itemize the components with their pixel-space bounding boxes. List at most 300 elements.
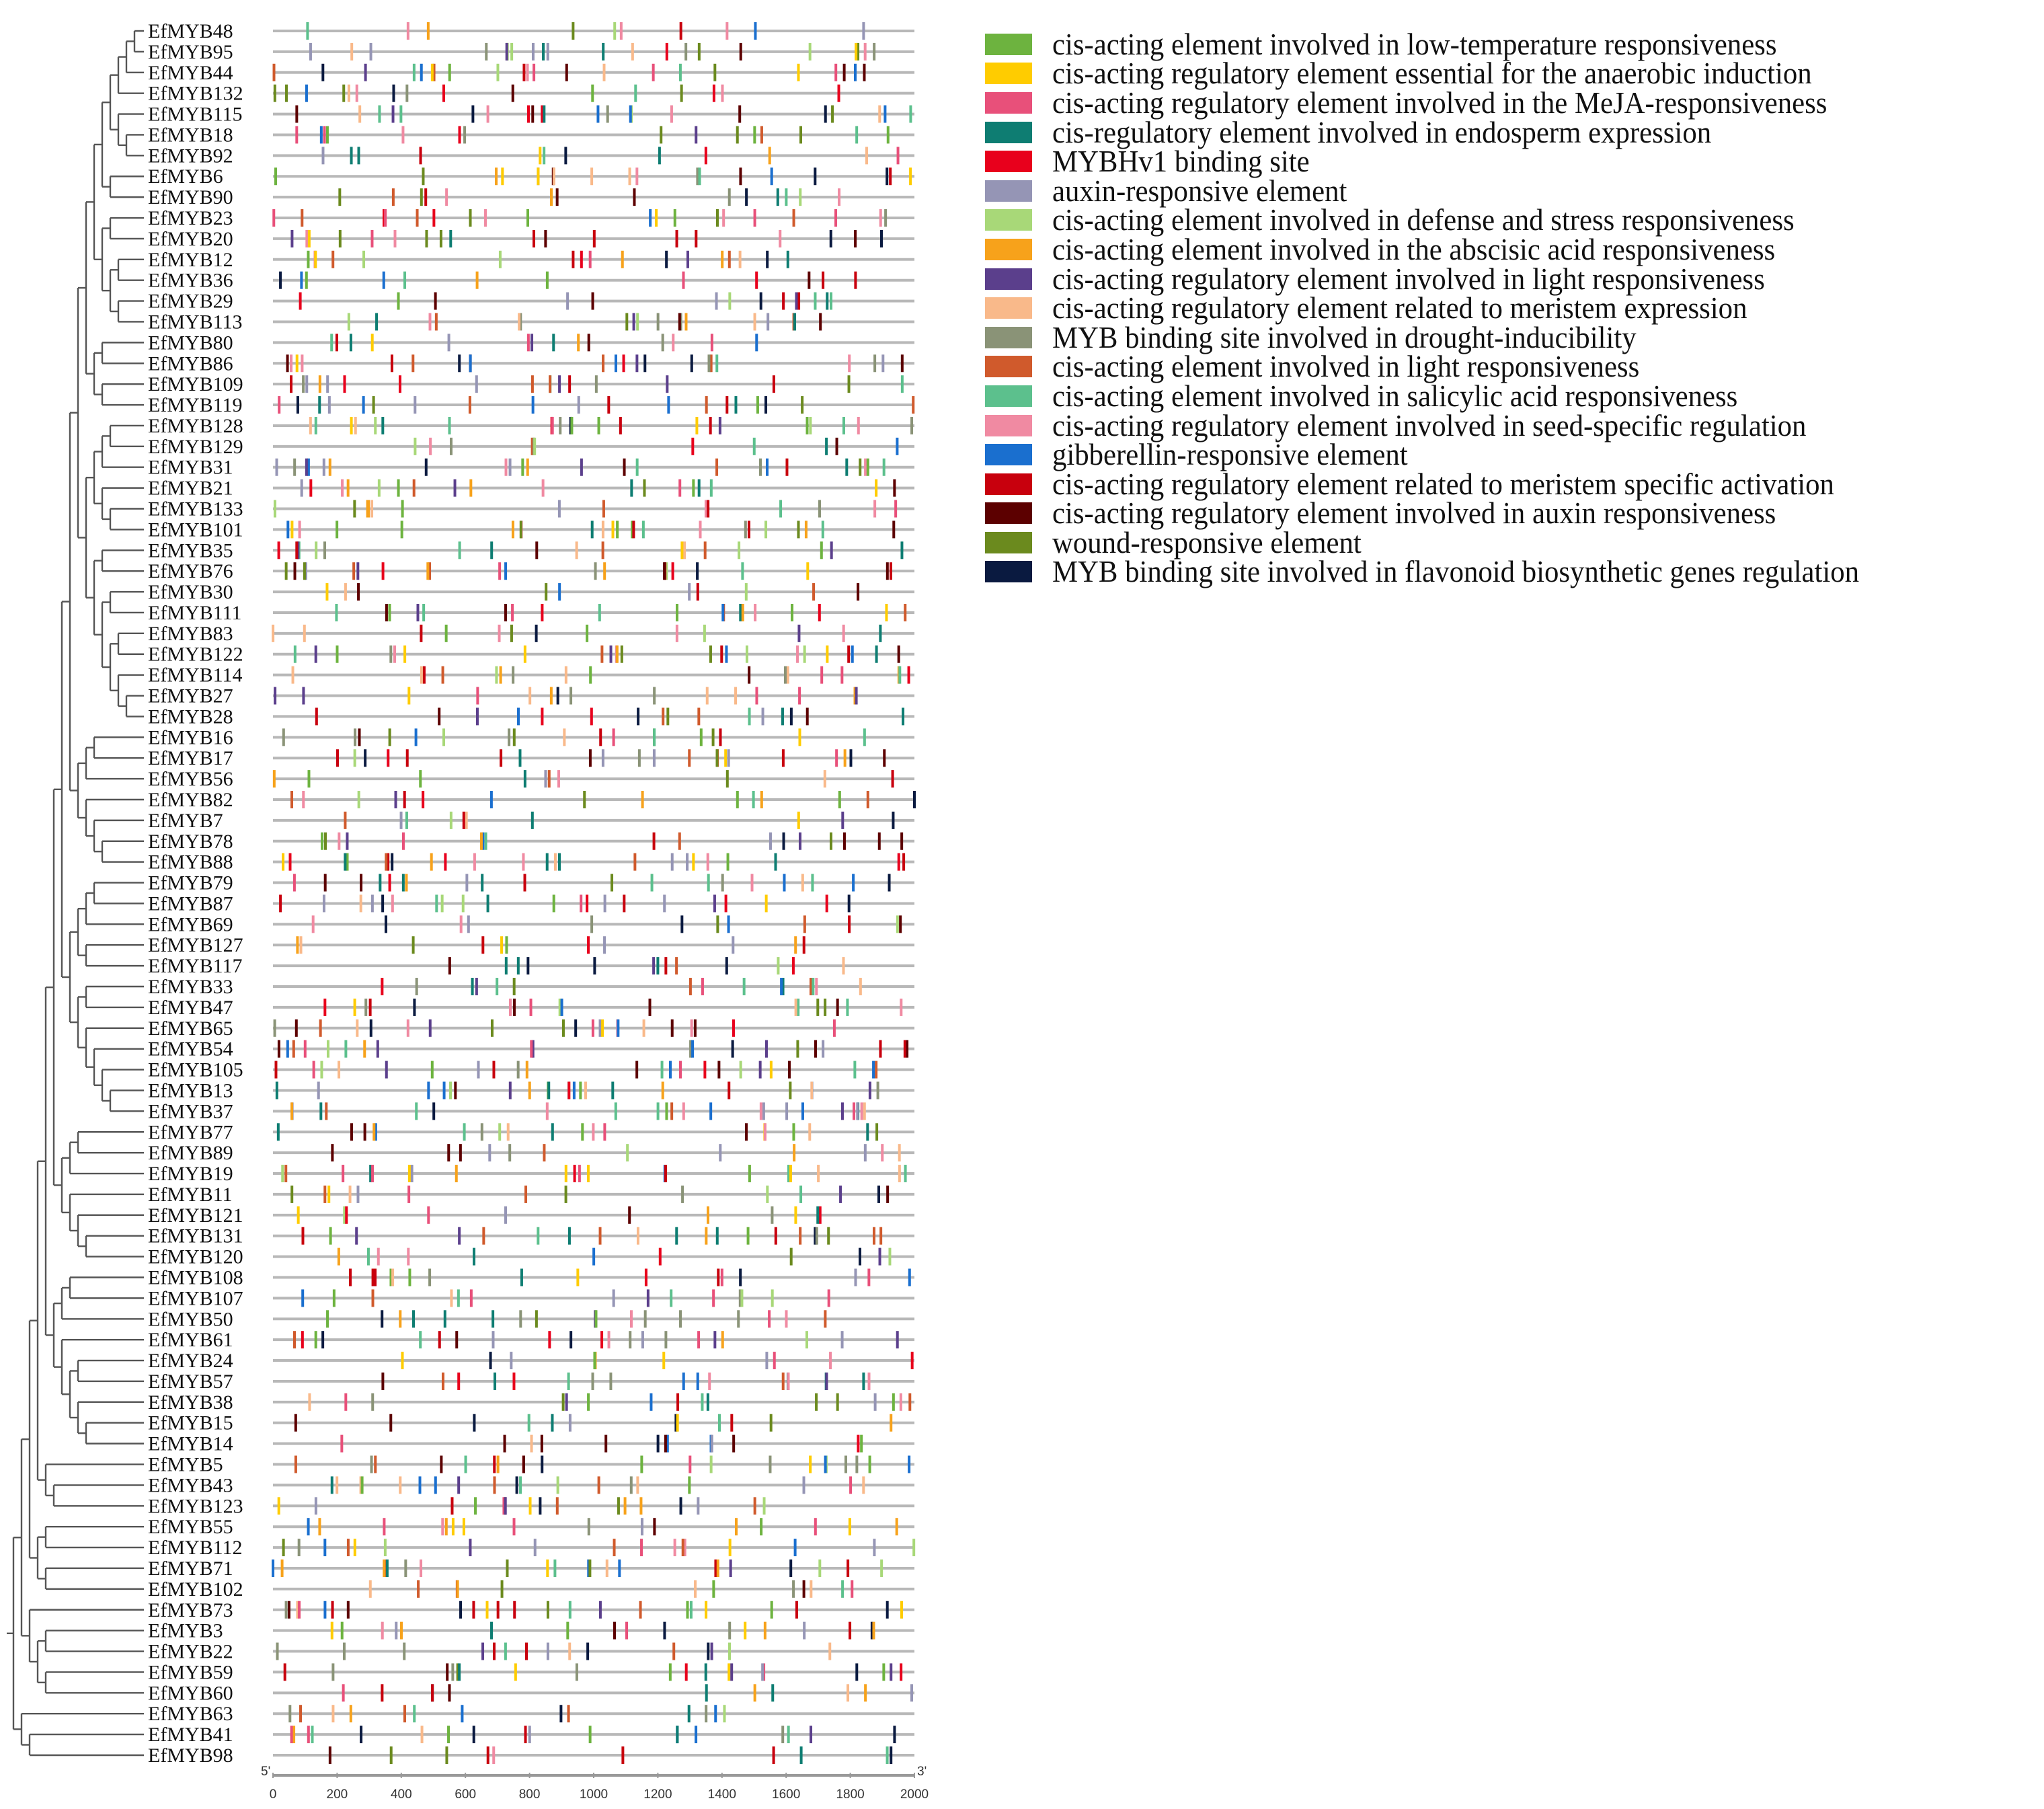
cis-element-mark xyxy=(569,687,572,705)
cis-element-mark xyxy=(301,354,303,372)
gene-label: EfMYB112 xyxy=(148,1537,243,1560)
cis-element-mark xyxy=(720,646,723,663)
cis-element-mark xyxy=(403,646,406,663)
cis-element-mark xyxy=(297,396,299,414)
cis-element-mark xyxy=(573,1081,576,1099)
cis-element-mark xyxy=(664,1435,667,1453)
cis-element-mark xyxy=(420,64,423,81)
cis-element-mark xyxy=(296,354,299,372)
gene-label: EfMYB59 xyxy=(148,1661,233,1684)
cis-element-mark xyxy=(303,625,306,642)
cis-element-mark xyxy=(458,1663,461,1681)
cis-element-mark xyxy=(422,604,425,621)
cis-element-mark xyxy=(799,1186,802,1203)
gene-row xyxy=(148,1184,914,1206)
cis-element-mark xyxy=(901,354,904,372)
gene-label: EfMYB82 xyxy=(148,788,233,811)
cis-element-mark xyxy=(863,64,865,81)
cis-element-mark xyxy=(517,957,520,974)
cis-element-mark xyxy=(529,1497,532,1514)
cis-element-mark xyxy=(323,541,326,559)
cis-element-mark xyxy=(298,1601,301,1619)
cis-element-mark xyxy=(475,978,478,995)
cis-element-mark xyxy=(508,728,510,746)
cis-element-mark xyxy=(290,354,292,372)
cis-element-mark xyxy=(413,64,416,81)
cis-element-mark xyxy=(825,1373,828,1390)
cis-element-mark xyxy=(805,521,808,538)
cis-element-mark xyxy=(681,1186,684,1203)
cis-element-mark xyxy=(590,707,593,725)
cis-element-mark xyxy=(350,1705,352,1722)
cis-element-mark xyxy=(473,1414,475,1432)
cis-element-mark xyxy=(734,396,737,414)
cis-element-mark xyxy=(526,64,528,81)
cis-element-mark xyxy=(596,106,599,123)
cis-element-mark xyxy=(602,500,605,518)
cis-element-mark xyxy=(701,978,704,995)
cis-element-mark xyxy=(754,1497,756,1514)
cis-element-mark xyxy=(857,417,860,434)
cis-element-mark xyxy=(417,1580,420,1598)
gene-row xyxy=(148,1724,914,1746)
cis-element-mark xyxy=(577,334,580,351)
cis-element-mark xyxy=(771,1206,773,1224)
cis-element-mark xyxy=(640,1456,643,1473)
cis-element-mark xyxy=(487,894,489,912)
cis-element-mark xyxy=(285,85,288,102)
cis-element-mark xyxy=(615,354,617,372)
cis-element-mark xyxy=(912,1539,915,1556)
cis-element-mark xyxy=(414,396,416,414)
cis-element-mark xyxy=(912,396,914,414)
cis-element-mark xyxy=(541,1456,543,1473)
cis-element-mark xyxy=(356,85,358,102)
cis-element-mark xyxy=(613,1289,615,1307)
gene-row xyxy=(148,270,914,292)
cis-element-mark xyxy=(574,1165,576,1182)
cis-element-mark xyxy=(512,666,514,684)
cis-element-mark xyxy=(717,1268,719,1286)
cis-element-mark xyxy=(676,1414,679,1432)
cis-element-mark xyxy=(824,770,826,787)
cis-element-mark xyxy=(852,874,855,892)
cis-element-mark xyxy=(623,894,625,912)
cis-element-mark xyxy=(552,334,555,351)
cis-element-mark xyxy=(391,894,394,912)
cis-element-mark xyxy=(615,1102,617,1120)
cis-element-mark xyxy=(587,1393,590,1411)
cis-element-mark xyxy=(652,64,655,81)
cis-element-mark xyxy=(490,541,493,559)
cis-element-mark xyxy=(344,583,347,601)
cis-element-mark xyxy=(278,1040,280,1058)
gene-label: EfMYB78 xyxy=(148,830,233,853)
cis-element-mark xyxy=(290,230,293,247)
gene-row xyxy=(148,1703,914,1725)
cis-element-mark xyxy=(877,1081,879,1099)
cis-element-mark xyxy=(732,1040,734,1058)
gene-row xyxy=(148,1017,914,1040)
cis-element-mark xyxy=(532,43,535,61)
cis-element-mark xyxy=(354,749,356,767)
cis-element-mark xyxy=(645,1268,647,1286)
cis-element-mark xyxy=(879,1040,881,1058)
cis-element-mark xyxy=(589,251,592,268)
cis-element-mark xyxy=(716,209,719,227)
gene-label: EfMYB37 xyxy=(148,1100,233,1123)
cis-element-mark xyxy=(705,1601,707,1619)
cis-element-mark xyxy=(519,1310,522,1327)
cis-element-mark xyxy=(294,1414,297,1432)
cis-element-mark xyxy=(490,791,493,808)
cis-element-mark xyxy=(457,1476,460,1494)
cis-element-mark xyxy=(512,85,514,102)
cis-element-mark xyxy=(414,438,416,455)
cis-element-mark xyxy=(580,251,583,268)
cis-element-mark xyxy=(305,459,308,476)
cis-element-mark xyxy=(704,541,707,559)
cis-element-mark xyxy=(303,562,306,580)
cis-element-mark xyxy=(831,106,834,123)
cis-element-mark xyxy=(899,915,902,933)
cis-element-mark xyxy=(462,894,465,912)
cis-element-mark xyxy=(602,749,604,767)
cis-element-mark xyxy=(446,1663,448,1681)
cis-element-mark xyxy=(845,459,848,476)
cis-element-mark xyxy=(533,64,535,81)
legend-swatch xyxy=(985,356,1032,377)
cis-element-mark xyxy=(317,1081,320,1099)
cis-element-mark xyxy=(752,791,755,808)
cis-element-mark xyxy=(516,1476,518,1494)
cis-element-mark xyxy=(364,1123,366,1141)
cis-element-mark xyxy=(347,1601,350,1619)
cis-element-mark xyxy=(890,1746,892,1764)
cis-element-mark xyxy=(357,583,360,601)
cis-element-mark xyxy=(440,230,442,247)
cis-element-mark xyxy=(589,1726,592,1743)
legend-item xyxy=(985,466,1920,501)
cis-element-mark xyxy=(509,999,512,1016)
gene-row xyxy=(148,1204,914,1227)
cis-element-mark xyxy=(323,1186,326,1203)
cis-element-mark xyxy=(808,1123,811,1141)
cis-element-mark xyxy=(718,1414,721,1432)
cis-element-mark xyxy=(442,728,445,746)
cis-element-mark xyxy=(484,209,487,227)
cis-element-mark xyxy=(748,521,750,538)
cis-element-mark xyxy=(773,1746,775,1764)
cis-element-mark xyxy=(795,293,797,310)
gene-label: EfMYB117 xyxy=(148,955,243,978)
cis-element-mark xyxy=(338,188,341,206)
cis-element-mark xyxy=(874,1393,877,1411)
cis-element-mark xyxy=(751,874,754,892)
cis-element-mark xyxy=(791,604,793,621)
cis-element-mark xyxy=(679,1310,682,1327)
cis-element-mark xyxy=(557,770,560,787)
cis-element-mark xyxy=(420,147,422,164)
cis-element-mark xyxy=(383,1518,385,1535)
cis-element-mark xyxy=(707,500,709,518)
cis-element-mark xyxy=(528,1414,530,1432)
cis-element-mark xyxy=(761,1663,764,1681)
cis-element-mark xyxy=(689,978,692,995)
cis-element-mark xyxy=(842,625,845,642)
cis-element-mark xyxy=(818,604,821,621)
cis-element-mark xyxy=(445,188,448,206)
cis-element-mark xyxy=(705,147,707,164)
cis-element-mark xyxy=(756,396,759,414)
cis-element-mark xyxy=(787,1373,789,1390)
cis-element-mark xyxy=(630,1476,633,1494)
legend-swatch xyxy=(985,502,1032,524)
gene-row xyxy=(148,145,914,167)
cis-element-mark xyxy=(531,106,534,123)
cis-element-mark xyxy=(495,666,498,684)
cis-element-mark xyxy=(881,1144,883,1161)
cis-element-mark xyxy=(548,1331,551,1348)
cis-element-mark xyxy=(531,375,534,393)
cis-element-mark xyxy=(295,1019,298,1037)
cis-element-mark xyxy=(820,666,823,684)
cis-element-mark xyxy=(873,354,876,372)
cis-element-mark xyxy=(308,230,311,247)
cis-element-mark xyxy=(513,1601,516,1619)
cis-element-mark xyxy=(748,707,751,725)
cis-element-mark xyxy=(747,1227,750,1245)
cis-element-mark xyxy=(689,1456,691,1473)
cis-element-mark xyxy=(810,1726,812,1743)
cis-element-mark xyxy=(617,1497,620,1514)
cis-element-mark xyxy=(531,812,534,829)
cis-element-mark xyxy=(331,1476,333,1494)
cis-element-mark xyxy=(721,1268,723,1286)
cis-element-mark xyxy=(653,749,656,767)
cis-element-mark xyxy=(350,43,353,61)
cis-element-mark xyxy=(473,1248,475,1266)
cis-element-mark xyxy=(432,1102,435,1120)
cis-element-mark xyxy=(438,707,440,725)
cis-element-mark xyxy=(295,126,298,143)
cis-element-mark xyxy=(384,209,387,227)
cis-element-mark xyxy=(345,1206,348,1224)
cis-element-mark xyxy=(535,1310,538,1327)
cis-element-mark xyxy=(557,687,559,705)
cis-element-mark xyxy=(525,1643,528,1660)
cis-element-mark xyxy=(842,417,845,434)
cis-element-mark xyxy=(766,251,769,268)
legend-item xyxy=(985,378,1920,413)
cis-element-mark xyxy=(611,1081,614,1099)
cis-element-mark xyxy=(331,1144,333,1161)
cis-element-mark xyxy=(510,43,513,61)
cis-element-mark xyxy=(672,334,674,351)
cis-element-mark xyxy=(343,375,346,393)
cis-element-mark xyxy=(362,396,365,414)
cis-element-mark xyxy=(524,1186,527,1203)
gene-label: EfMYB55 xyxy=(148,1516,233,1539)
cis-element-mark xyxy=(692,479,695,497)
cis-element-mark xyxy=(849,1622,851,1640)
cis-element-mark xyxy=(784,666,787,684)
cis-element-mark xyxy=(556,1497,559,1514)
cis-element-mark xyxy=(890,1414,892,1432)
cis-element-mark xyxy=(848,354,851,372)
axis-tick-label: 800 xyxy=(518,1787,541,1802)
cis-element-mark xyxy=(735,1518,738,1535)
cis-element-mark xyxy=(297,1206,300,1224)
cis-element-mark xyxy=(463,1518,465,1535)
cis-element-mark xyxy=(485,833,487,850)
cis-element-mark xyxy=(558,375,561,393)
cis-element-mark xyxy=(473,853,476,871)
cis-element-mark xyxy=(360,894,362,912)
cis-element-mark xyxy=(782,749,785,767)
cis-element-mark xyxy=(666,375,668,393)
cis-element-mark xyxy=(528,1081,531,1099)
cis-element-mark xyxy=(372,1123,375,1141)
legend-swatch xyxy=(985,239,1032,260)
cis-element-mark xyxy=(713,64,716,81)
cis-element-mark xyxy=(496,978,498,995)
cis-element-mark xyxy=(854,1268,857,1286)
cis-element-mark xyxy=(641,791,644,808)
legend-label: cis-acting element involved in light responsiveness xyxy=(1052,349,1640,384)
cis-element-mark xyxy=(370,43,372,61)
legend-label: cis-acting regulatory element related to meristem specific activation xyxy=(1052,466,1834,501)
legend-item xyxy=(985,437,1920,472)
cis-element-mark xyxy=(564,147,567,164)
cis-element-mark xyxy=(276,1081,278,1099)
cis-element-mark xyxy=(815,1393,818,1411)
cis-element-mark xyxy=(793,209,795,227)
cis-element-mark xyxy=(900,833,903,850)
axis-tick-label: 400 xyxy=(390,1787,412,1802)
cis-element-mark xyxy=(323,894,325,912)
cis-element-mark xyxy=(799,126,802,143)
cis-element-mark xyxy=(354,728,356,746)
cis-element-mark xyxy=(652,957,655,974)
cis-element-mark xyxy=(800,1746,803,1764)
cis-element-mark xyxy=(510,1352,512,1369)
cis-element-mark xyxy=(488,1144,491,1161)
cis-element-mark xyxy=(911,1352,914,1369)
cis-element-mark xyxy=(857,583,859,601)
cis-element-mark xyxy=(881,354,884,372)
cis-element-mark xyxy=(717,1560,719,1577)
cis-element-mark xyxy=(909,167,912,185)
cis-element-mark xyxy=(460,915,463,933)
cis-element-mark xyxy=(900,1393,902,1411)
legend-item xyxy=(985,319,1920,354)
legend-item xyxy=(985,293,1920,323)
cis-element-mark xyxy=(412,1310,415,1327)
gene-label: EfMYB90 xyxy=(148,186,233,209)
cis-element-mark xyxy=(762,707,764,725)
cis-element-mark xyxy=(588,1560,591,1577)
cis-element-mark xyxy=(782,1373,785,1390)
cis-element-mark xyxy=(722,209,725,227)
cis-element-mark xyxy=(863,1102,866,1120)
cis-element-mark xyxy=(633,313,635,330)
cis-element-mark xyxy=(586,894,588,912)
cis-element-mark xyxy=(445,625,448,642)
gene-row xyxy=(148,249,914,271)
cis-element-mark xyxy=(888,874,891,892)
cis-element-mark xyxy=(755,334,758,351)
cis-element-mark xyxy=(853,1102,855,1120)
cis-element-mark xyxy=(450,1289,453,1307)
cis-element-mark xyxy=(799,833,801,850)
cis-element-mark xyxy=(591,521,594,538)
cis-element-mark xyxy=(430,853,433,871)
cis-element-mark xyxy=(412,936,415,954)
cis-element-mark xyxy=(517,1061,520,1079)
legend-label: MYB binding site involved in drought-inducibility xyxy=(1052,319,1637,354)
cis-element-mark xyxy=(688,1705,691,1722)
cis-element-mark xyxy=(301,1289,304,1307)
cis-element-mark xyxy=(604,1435,607,1453)
cis-element-mark xyxy=(369,1580,372,1598)
gene-label: EfMYB71 xyxy=(148,1557,233,1580)
cis-element-mark xyxy=(824,1310,826,1327)
cis-element-mark xyxy=(653,1518,656,1535)
cis-element-mark xyxy=(481,874,483,892)
cis-element-mark xyxy=(419,770,422,787)
cis-element-mark xyxy=(528,687,531,705)
cis-element-mark xyxy=(420,188,423,206)
cis-element-mark xyxy=(896,1518,898,1535)
cis-element-mark xyxy=(657,1435,660,1453)
cis-element-mark xyxy=(625,1622,628,1640)
cis-element-mark xyxy=(356,1186,359,1203)
cis-element-mark xyxy=(754,209,756,227)
cis-element-mark xyxy=(372,396,375,414)
cis-element-mark xyxy=(640,1539,643,1556)
cis-element-mark xyxy=(854,64,857,81)
cis-element-mark xyxy=(386,1560,389,1577)
legend-label: cis-regulatory element involved in endosperm expression xyxy=(1052,114,1712,149)
cis-element-mark xyxy=(801,396,803,414)
cis-element-mark xyxy=(623,354,625,372)
cis-element-mark xyxy=(416,209,419,227)
cis-element-mark xyxy=(370,1019,372,1037)
cis-element-mark xyxy=(638,749,641,767)
legend-swatch xyxy=(985,63,1032,84)
gene-label: EfMYB44 xyxy=(148,61,233,84)
cis-element-mark xyxy=(392,188,395,206)
cis-element-mark xyxy=(886,1186,889,1203)
cis-element-mark xyxy=(498,625,501,642)
cis-element-mark xyxy=(593,230,596,247)
cis-element-mark xyxy=(844,749,847,767)
cis-element-mark xyxy=(686,853,689,871)
gene-label: EfMYB14 xyxy=(148,1432,233,1455)
cis-element-mark xyxy=(307,770,310,787)
cis-element-mark xyxy=(604,894,606,912)
cis-element-mark xyxy=(404,1560,407,1577)
cis-element-mark xyxy=(563,728,565,746)
cis-element-mark xyxy=(572,251,574,268)
cis-element-mark xyxy=(666,43,668,61)
cis-element-mark xyxy=(900,1663,902,1681)
cis-element-mark xyxy=(356,1019,358,1037)
cis-element-mark xyxy=(292,1726,295,1743)
cis-element-mark xyxy=(649,209,652,227)
gene-row xyxy=(148,41,914,63)
